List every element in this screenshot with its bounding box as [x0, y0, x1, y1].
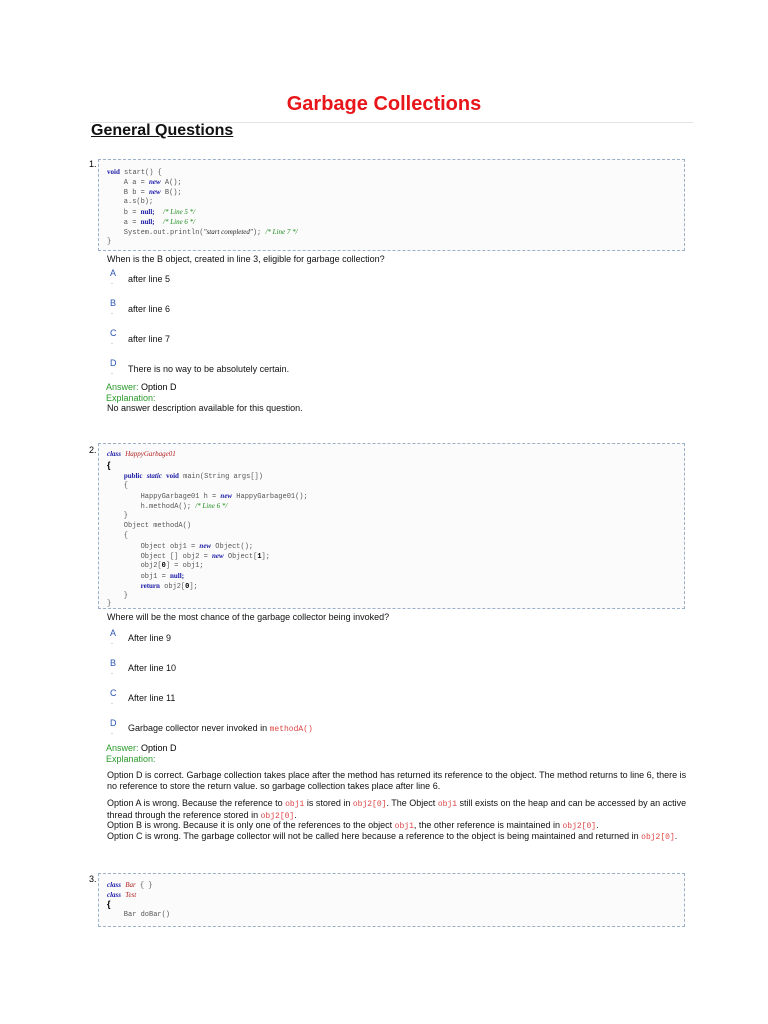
- inline-code: obj2[0]: [260, 812, 295, 821]
- text: . The Object: [386, 798, 438, 808]
- question-number: 3.: [89, 874, 97, 884]
- code-keyword: new: [199, 542, 212, 550]
- option-dot: -: [111, 371, 113, 377]
- code-text: h.methodA();: [107, 503, 196, 511]
- question-text: Where will be the most chance of the garbage collector being invoked?: [107, 612, 390, 622]
- answer-label: Answer:: [106, 382, 139, 392]
- code-text: Object[: [223, 553, 258, 561]
- option-text[interactable]: after line 5: [128, 274, 171, 284]
- option-letter[interactable]: B: [110, 298, 117, 308]
- option-letter[interactable]: A: [110, 628, 117, 638]
- code-line: {: [107, 460, 111, 470]
- explanation-paragraph: Option D is correct. Garbage collection takes place after the method has returned its reference to the object. The method returns to line 6, there is no reference to store the return value. so garbage collection takes place after line 6.: [107, 770, 687, 791]
- code-line: Object methodA(): [107, 522, 192, 530]
- code-text: ];: [261, 553, 270, 561]
- code-line: a.s(b);: [107, 198, 154, 206]
- option-text[interactable]: [128, 723, 313, 734]
- code-line: [107, 561, 204, 571]
- code-number: 0: [161, 562, 166, 570]
- explanation-paragraph: [107, 831, 687, 843]
- question-number: 1.: [89, 159, 97, 169]
- code-line: }: [107, 600, 112, 608]
- inline-code: obj1: [394, 822, 414, 831]
- code-class-name: Bar: [125, 881, 136, 889]
- code-line: }: [107, 592, 129, 600]
- option-text[interactable]: After line 10: [128, 663, 177, 673]
- text: still exists on the heap and can be accessed by an active thread through the reference stored in: [107, 798, 687, 820]
- answer-label: Answer:: [106, 743, 139, 753]
- text: Option C is wrong. The garbage collector will not be called here because a reference to the object is being maintained and returned in: [107, 831, 642, 841]
- code-keyword: public: [123, 472, 143, 480]
- code-keyword: void: [166, 472, 179, 480]
- option-text[interactable]: After line 9: [128, 633, 172, 643]
- option-letter[interactable]: B: [110, 658, 117, 668]
- explanation-paragraph: [107, 798, 687, 822]
- inline-code: obj1: [285, 800, 305, 809]
- option-text-part: Garbage collector never invoked in: [128, 723, 270, 733]
- code-keyword: static: [146, 472, 162, 480]
- code-text: HappyGarbage01 h =: [107, 493, 221, 501]
- code-text: System.out.println(: [107, 229, 204, 237]
- code-line: [107, 890, 136, 901]
- question-text: When is the B object, created in line 3, eligible for garbage collection?: [107, 254, 385, 264]
- code-text: obj2[: [159, 583, 186, 591]
- code-keyword: class: [107, 881, 121, 889]
- answer: [106, 382, 177, 392]
- option-text[interactable]: after line 7: [128, 334, 171, 344]
- code-class-name: Test: [125, 891, 137, 899]
- option-letter[interactable]: D: [110, 718, 117, 728]
- option-dot: -: [111, 731, 113, 737]
- code-text: a =: [107, 219, 141, 227]
- text: , the other reference is maintained in: [413, 820, 563, 830]
- inline-code: obj1: [437, 800, 458, 809]
- answer-value: Option D: [141, 743, 177, 753]
- option-dot: -: [111, 671, 113, 677]
- code-keyword: class: [107, 891, 121, 899]
- code-text: obj1 =: [107, 573, 171, 581]
- code-text: main(String args[]): [178, 473, 263, 481]
- inline-code: methodA(): [269, 725, 313, 734]
- code-text: ] = obj1;: [165, 562, 204, 570]
- answer-value: Option D: [141, 382, 177, 392]
- option-letter[interactable]: C: [110, 688, 117, 698]
- code-keyword: new: [149, 178, 161, 186]
- text: Option B is wrong. Because it is only one of the references to the object: [107, 820, 395, 830]
- code-class-name: HappyGarbage01: [125, 450, 176, 458]
- code-text: ];: [189, 583, 198, 591]
- explanation-label: Explanation:: [106, 393, 156, 403]
- section-title: General Questions: [91, 122, 234, 139]
- code-text: HappyGarbage01();: [232, 493, 308, 501]
- question-number: 2.: [89, 445, 97, 455]
- code-text: B();: [160, 189, 182, 197]
- code-block: [98, 873, 685, 927]
- code-line: [107, 471, 263, 482]
- code-comment: /* Line 6 */: [163, 218, 196, 226]
- option-letter[interactable]: A: [110, 268, 117, 278]
- inline-code: obj2[0]: [641, 833, 675, 842]
- explanation-label: Explanation:: [106, 754, 156, 764]
- code-comment: /* Line 6 */: [195, 502, 228, 510]
- code-text: obj2[: [107, 562, 162, 570]
- code-text: B b =: [107, 189, 150, 197]
- code-comment: /* Line 7 */: [265, 228, 298, 236]
- page-title: Garbage Collections: [286, 93, 482, 115]
- option-dot: -: [111, 311, 113, 317]
- answer: [106, 743, 177, 753]
- code-text: );: [252, 229, 266, 237]
- option-letter[interactable]: C: [110, 328, 117, 338]
- code-text: Object obj1 =: [107, 543, 200, 551]
- code-comment: /* Line 5 */: [163, 208, 196, 216]
- code-line: {: [107, 532, 129, 540]
- code-keyword: void: [107, 168, 120, 176]
- code-keyword: null;: [140, 208, 155, 216]
- code-string: "start completed": [203, 228, 253, 236]
- code-text: Object();: [211, 543, 254, 551]
- option-dot: -: [111, 341, 113, 347]
- code-text: start() {: [119, 169, 162, 177]
- code-keyword: new: [220, 492, 233, 500]
- code-keyword: new: [149, 188, 161, 196]
- code-keyword: class: [107, 450, 121, 458]
- option-dot: -: [111, 281, 113, 287]
- code-text: A();: [160, 179, 182, 187]
- explanation-text: No answer description available for this question.: [107, 403, 303, 413]
- code-keyword: null;: [170, 572, 185, 580]
- option-text[interactable]: After line 11: [128, 693, 176, 703]
- code-keyword: new: [212, 552, 224, 560]
- code-line: }: [107, 512, 129, 520]
- inline-code: obj2[0]: [562, 822, 597, 831]
- code-line: Bar doBar(): [107, 911, 171, 919]
- code-line: [107, 449, 176, 460]
- text: is stored in: [304, 798, 353, 808]
- code-number: 1: [257, 553, 262, 561]
- code-number: 0: [185, 583, 190, 591]
- code-keyword: null;: [140, 218, 155, 226]
- text: .: [294, 810, 297, 820]
- code-line: {: [107, 482, 129, 490]
- inline-code: obj2[0]: [352, 800, 387, 809]
- code-line: }: [107, 238, 112, 246]
- text: .: [596, 820, 599, 830]
- code-keyword: return: [140, 582, 160, 590]
- option-dot: -: [111, 701, 113, 707]
- code-block: [98, 159, 685, 251]
- option-letter[interactable]: D: [110, 358, 117, 368]
- code-text: Object [] obj2 =: [107, 553, 213, 561]
- option-text[interactable]: There is no way to be absolutely certain.: [128, 364, 290, 374]
- code-text: A a =: [107, 179, 150, 187]
- code-line: {: [107, 899, 111, 909]
- code-block: [98, 443, 685, 609]
- code-line: [107, 227, 298, 238]
- code-text: { }: [139, 882, 153, 890]
- option-dot: -: [111, 641, 113, 647]
- option-text[interactable]: after line 6: [128, 304, 171, 314]
- code-text: b =: [107, 209, 141, 217]
- text: Option A is wrong. Because the reference to: [107, 798, 286, 808]
- text: .: [674, 831, 678, 841]
